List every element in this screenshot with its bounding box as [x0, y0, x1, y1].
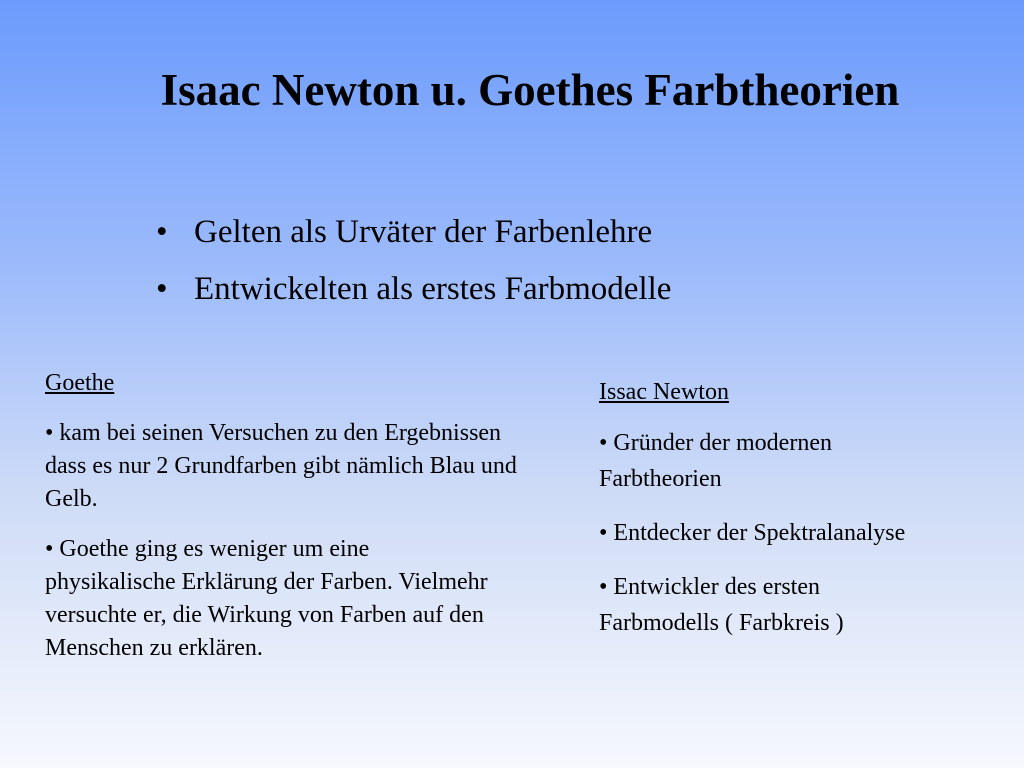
goethe-paragraph: • kam bei seinen Versuchen zu den Ergebnissen dass es nur 2 Grundfarben gibt nämlich Blau und Gelb.: [45, 420, 517, 512]
newton-paragraph: • Gründer der modernen Farbtheorien: [599, 430, 832, 492]
newton-heading: Issac Newton: [599, 379, 729, 405]
goethe-paragraph: • Goethe ging es weniger um eine physikalische Erklärung der Farben. Vielmehr versuchte er, die Wirkung von Farben auf den Menschen zu erklären.: [45, 536, 488, 661]
goethe-heading: Goethe: [45, 370, 115, 396]
main-bullet-item: [156, 212, 671, 252]
bullet-text: Entwickelten als erstes Farbmodelle: [194, 271, 672, 307]
bullet-text: Gelten als Urväter der Farbenlehre: [194, 214, 653, 250]
goethe-column: [45, 367, 545, 682]
main-bullet-list: [156, 212, 671, 326]
bullet-symbol: •: [156, 271, 168, 307]
newton-paragraph: • Entdecker der Spektralanalyse: [599, 520, 906, 546]
newton-column: [599, 376, 1019, 659]
main-bullet-item: [156, 269, 671, 309]
bullet-symbol: •: [156, 214, 168, 250]
slide-title: Isaac Newton u. Goethes Farbtheorien: [160, 65, 900, 115]
newton-paragraph: • Entwickler des ersten Farbmodells ( Farbkreis ): [599, 574, 844, 636]
